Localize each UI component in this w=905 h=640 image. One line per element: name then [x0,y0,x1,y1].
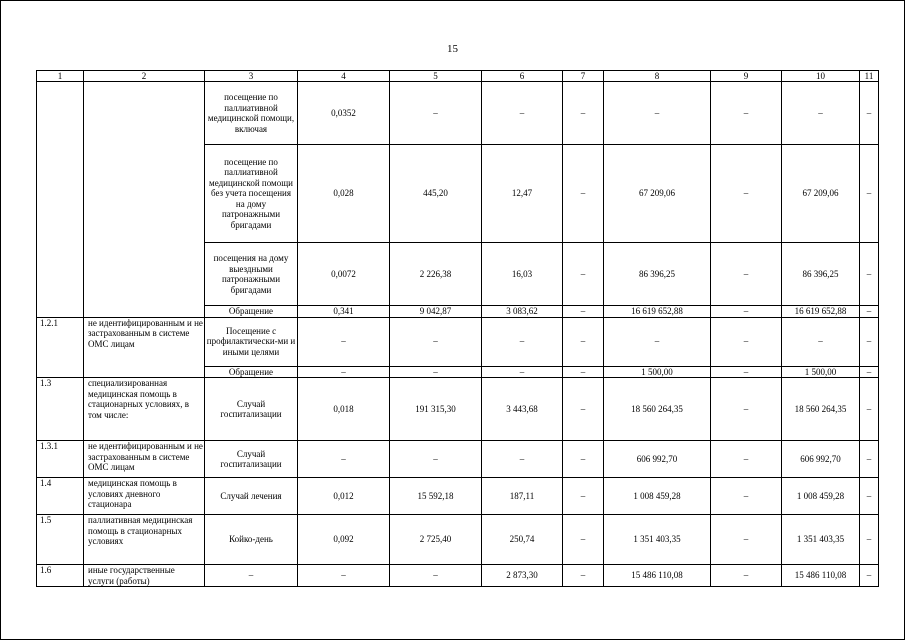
value-cell: 67 209,06 [782,145,860,243]
unit-cell: посещения на дому выездными патронажными бригадами [205,243,298,306]
value-cell: – [298,565,390,587]
table-row [37,82,879,145]
value-cell: 18 560 264,35 [604,378,711,441]
unit-cell: Случай госпитализации [205,441,298,478]
value-cell: 3 083,62 [482,306,563,318]
table-row [37,317,879,366]
header-cell: 4 [298,71,390,82]
value-cell: – [482,366,563,378]
value-cell: – [860,565,879,587]
header-cell: 1 [37,71,84,82]
value-cell: – [604,82,711,145]
value-cell: 3 443,68 [482,378,563,441]
value-cell: – [563,243,604,306]
value-cell: 0,0072 [298,243,390,306]
value-cell: 15 592,18 [390,478,482,515]
value-cell: 18 560 264,35 [782,378,860,441]
unit-cell: посещение по паллиативной медицинской помощи, включая [205,82,298,145]
value-cell: – [482,441,563,478]
value-cell: 606 992,70 [604,441,711,478]
value-cell: – [390,441,482,478]
value-cell: – [563,145,604,243]
value-cell: – [711,378,782,441]
value-cell: – [860,441,879,478]
value-cell: 1 500,00 [604,366,711,378]
value-cell: – [563,317,604,366]
value-cell: – [860,145,879,243]
value-cell: 0,0352 [298,82,390,145]
value-cell: 1 008 459,28 [782,478,860,515]
header-cell: 6 [482,71,563,82]
header-cell: 7 [563,71,604,82]
value-cell: – [711,478,782,515]
unit-cell: Случай лечения [205,478,298,515]
row-number-cell: 1.4 [37,478,84,515]
value-cell: 15 486 110,08 [604,565,711,587]
value-cell: 445,20 [390,145,482,243]
table-row [37,515,879,565]
value-cell: – [711,366,782,378]
value-cell: – [711,317,782,366]
value-cell: – [390,82,482,145]
table-row [37,441,879,478]
value-cell: 9 042,87 [390,306,482,318]
row-description-cell: специализированная медицинская помощь в стационарных условиях, в том числе: [84,378,205,441]
value-cell: – [563,82,604,145]
value-cell: 0,012 [298,478,390,515]
unit-cell: Обращение [205,366,298,378]
value-cell: – [563,515,604,565]
unit-cell: – [205,565,298,587]
header-cell: 8 [604,71,711,82]
value-cell: – [298,366,390,378]
value-cell: – [604,317,711,366]
row-number-cell: 1.5 [37,515,84,565]
value-cell: – [563,306,604,318]
header-cell: 5 [390,71,482,82]
value-cell: 2 226,38 [390,243,482,306]
value-cell: 0,341 [298,306,390,318]
value-cell: 0,092 [298,515,390,565]
row-number-cell: 1.6 [37,565,84,587]
unit-cell: Случай госпитализации [205,378,298,441]
value-cell: – [782,82,860,145]
header-cell: 10 [782,71,860,82]
row-number-cell: 1.3 [37,378,84,441]
value-cell: – [711,306,782,318]
row-number-cell: 1.3.1 [37,441,84,478]
value-cell: – [711,82,782,145]
page-number: 15 [447,43,458,55]
value-cell: 86 396,25 [782,243,860,306]
value-cell: – [563,378,604,441]
header-cell: 2 [84,71,205,82]
row-description-cell: не идентифицированным и не застрахованным в системе ОМС лицам [84,317,205,378]
value-cell: – [860,306,879,318]
value-cell: – [860,366,879,378]
table-row [37,378,879,441]
value-cell: 15 486 110,08 [782,565,860,587]
value-cell: 86 396,25 [604,243,711,306]
value-cell: – [860,82,879,145]
value-cell: – [563,478,604,515]
value-cell: 1 351 403,35 [782,515,860,565]
value-cell: – [860,378,879,441]
value-cell: 16 619 652,88 [604,306,711,318]
value-cell: – [860,478,879,515]
value-cell: 12,47 [482,145,563,243]
value-cell: 67 209,06 [604,145,711,243]
value-cell: – [390,565,482,587]
value-cell: 191 315,30 [390,378,482,441]
row-description-cell [84,82,205,318]
value-cell: 187,11 [482,478,563,515]
value-cell: – [390,317,482,366]
value-cell: 606 992,70 [782,441,860,478]
value-cell: – [563,441,604,478]
unit-cell: Обращение [205,306,298,318]
table-row [37,565,879,587]
value-cell: – [390,366,482,378]
value-cell: 250,74 [482,515,563,565]
value-cell: 1 500,00 [782,366,860,378]
header-cell: 9 [711,71,782,82]
tariff-table [36,70,879,587]
row-number-cell: 1.2.1 [37,317,84,378]
row-description-cell: не идентифицированным и не застрахованным в системе ОМС лицам [84,441,205,478]
unit-cell: Посещение с профилактически-ми и иными целями [205,317,298,366]
value-cell: – [298,317,390,366]
row-description-cell: паллиативная медицинская помощь в стационарных условиях [84,515,205,565]
value-cell: – [711,243,782,306]
value-cell: – [860,317,879,366]
header-cell: 3 [205,71,298,82]
value-cell: 0,028 [298,145,390,243]
row-number-cell [37,82,84,318]
value-cell: – [298,441,390,478]
unit-cell: посещение по паллиативной медицинской помощи без учета посещения на дому патронажными бригадами [205,145,298,243]
row-description-cell: медицинская помощь в условиях дневного стационара [84,478,205,515]
value-cell: – [563,565,604,587]
value-cell: – [482,82,563,145]
table-row [37,478,879,515]
value-cell: – [860,243,879,306]
value-cell: 2 725,40 [390,515,482,565]
value-cell: – [482,317,563,366]
value-cell: – [711,515,782,565]
value-cell: 1 008 459,28 [604,478,711,515]
value-cell: 16 619 652,88 [782,306,860,318]
table-header-row [37,71,879,82]
value-cell: – [563,366,604,378]
unit-cell: Койко-день [205,515,298,565]
value-cell: 2 873,30 [482,565,563,587]
value-cell: – [860,515,879,565]
value-cell: – [711,565,782,587]
value-cell: 1 351 403,35 [604,515,711,565]
row-description-cell: иные государственные услуги (работы) [84,565,205,587]
value-cell: – [782,317,860,366]
header-cell: 11 [860,71,879,82]
value-cell: – [711,441,782,478]
value-cell: 16,03 [482,243,563,306]
value-cell: – [711,145,782,243]
value-cell: 0,018 [298,378,390,441]
